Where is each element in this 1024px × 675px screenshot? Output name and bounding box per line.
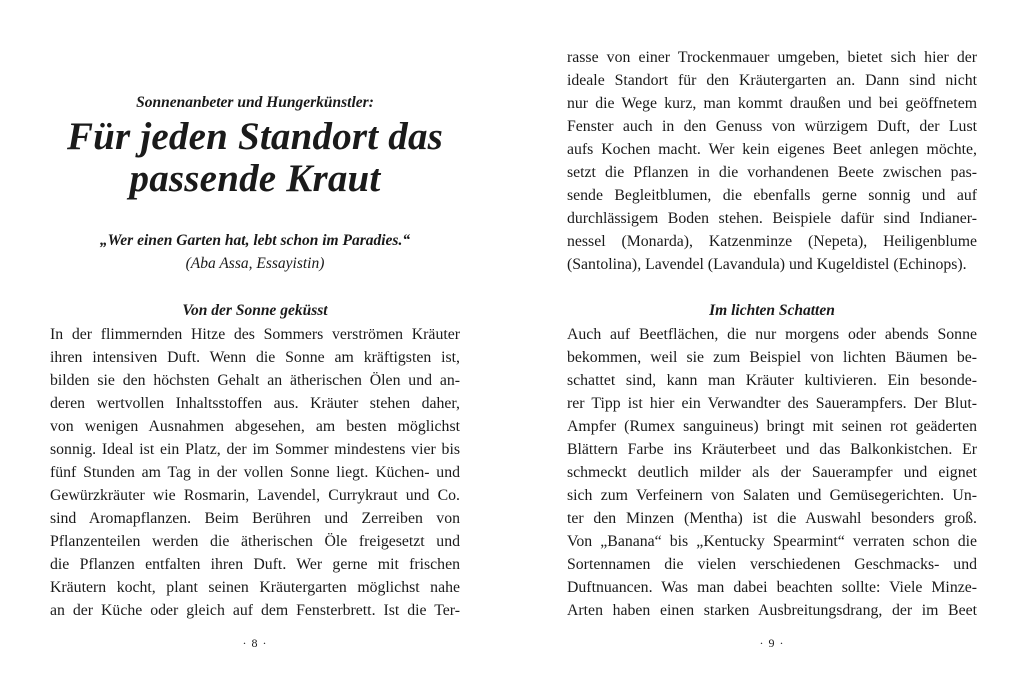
chapter-title-line: Für jeden Standort das [66,115,444,158]
body-line: sind Aromapflanzen. Beim Berühren und Zerreiben von [50,510,460,527]
body-line: von wenigen Ausnahmen abgesehen, am besten möglichst [50,418,460,435]
body-line: ideale Standort für den Kräutergarten an. Dann sind nicht [567,72,977,89]
body-line: sonnig. Ideal ist ein Platz, der im Sommer mindestens vier bis [50,441,460,458]
body-line: Sortennamen die vielen verschiedenen Geschmacks- und [567,556,977,573]
epigraph-source: (Aba Assa, Essayistin) [185,255,325,272]
body-line: ihren intensiven Duft. Wenn die Sonne am kräftigsten ist, [50,349,460,366]
body-line: durchlässigem Boden stehen. Beispiele dafür sind Indianer- [567,210,977,227]
chapter-title [50,116,460,200]
body-line: sich zum Verfeinern von Salaten und Gemüsegerichten. Un- [567,487,977,504]
left-body-text [50,323,460,622]
body-line: setzt die Pflanzen in die vorhandenen Beete zwischen pas- [567,164,977,181]
section-heading-shade: Im lichten Schatten [709,302,835,319]
page-number-left: · 8 · [242,636,268,650]
body-line: sende Begleitblumen, die ebenfalls gerne sonnig und auf [567,187,977,204]
body-line: In der flimmernden Hitze des Sommers verströmen Kräuter [50,326,460,343]
body-line: an der Küche oder gleich auf dem Fensterbrett. Ist die Ter- [50,602,460,619]
body-line: aufs Kochen macht. Wer kein eigenes Beet anlegen möchte, [567,141,977,158]
body-line: rasse von einer Trockenmauer umgeben, bietet sich hier der [567,49,977,66]
epigraph-quote: „Wer einen Garten hat, lebt schon im Paradies.“ [99,232,411,249]
body-line: Auch auf Beetflächen, die nur morgens oder abends Sonne [567,326,977,343]
body-line: schattet sind, kann man Kräuter kultivieren. Ein besonde- [567,372,977,389]
right-page [567,0,977,675]
body-line: Duftnuancen. Was man dabei beachten sollte: Viele Minze- [567,579,977,596]
body-line: Arten haben einen starken Ausbreitungsdrang, der im Beet [567,602,977,619]
body-line: nessel (Monarda), Katzenminze (Nepeta), Heiligenblume [567,233,977,250]
body-line: bilden sie den höchsten Gehalt an ätherischen Ölen und an- [50,372,460,389]
body-line: Ampfer (Rumex sanguineus) bringt mit seinen rot geäderten [567,418,977,435]
body-line: Blättern Farbe ins Kräuterbeet und das Balkonkistchen. Er [567,441,977,458]
body-line: ter den Minzen (Mentha) ist die Auswahl besonders groß. [567,510,977,527]
right-body-text [567,323,977,622]
body-line: Fenster auch in den Genuss von würzigem Duft, der Lust [567,118,977,135]
body-line: (Santolina), Lavendel (Lavandula) und Kugeldistel (Echinops). [567,256,967,273]
chapter-kicker: Sonnenanbeter und Hungerkünstler: [136,94,374,111]
body-line: Kräutern kocht, plant seinen Kräutergarten möglichst nahe [50,579,460,596]
body-line: fünf Stunden am Tag in der vollen Sonne liegt. Küchen- und [50,464,460,481]
body-line: Pflanzenteilen werden die ätherischen Öle freigesetzt und [50,533,460,550]
left-page [50,0,460,675]
chapter-title-line: passende Kraut [129,157,381,200]
body-line: die Pflanzen entfalten ihren Duft. Wer gerne mit frischen [50,556,460,573]
body-line: rer Tipp ist hier ein Verwandter des Sauerampfers. Der Blut- [567,395,977,412]
body-line: deren wertvollen Inhaltsstoffen aus. Kräuter stehen daher, [50,395,460,412]
body-line: schmeckt deutlich milder als der Sauerampfer und eignet [567,464,977,481]
page-number-right: · 9 · [759,636,785,650]
section-heading-sun: Von der Sonne geküsst [182,302,328,319]
body-line: Von „Banana“ bis „Kentucky Spearmint“ verraten schon die [567,533,977,550]
body-line: bekommen, weil sie zum Beispiel von lichten Bäumen be- [567,349,977,366]
body-line: Gewürzkräuter wie Rosmarin, Lavendel, Currykraut und Co. [50,487,460,504]
right-continued-text [567,46,977,276]
body-line: nur die Wege kurz, man kommt draußen und bei geöffnetem [567,95,977,112]
